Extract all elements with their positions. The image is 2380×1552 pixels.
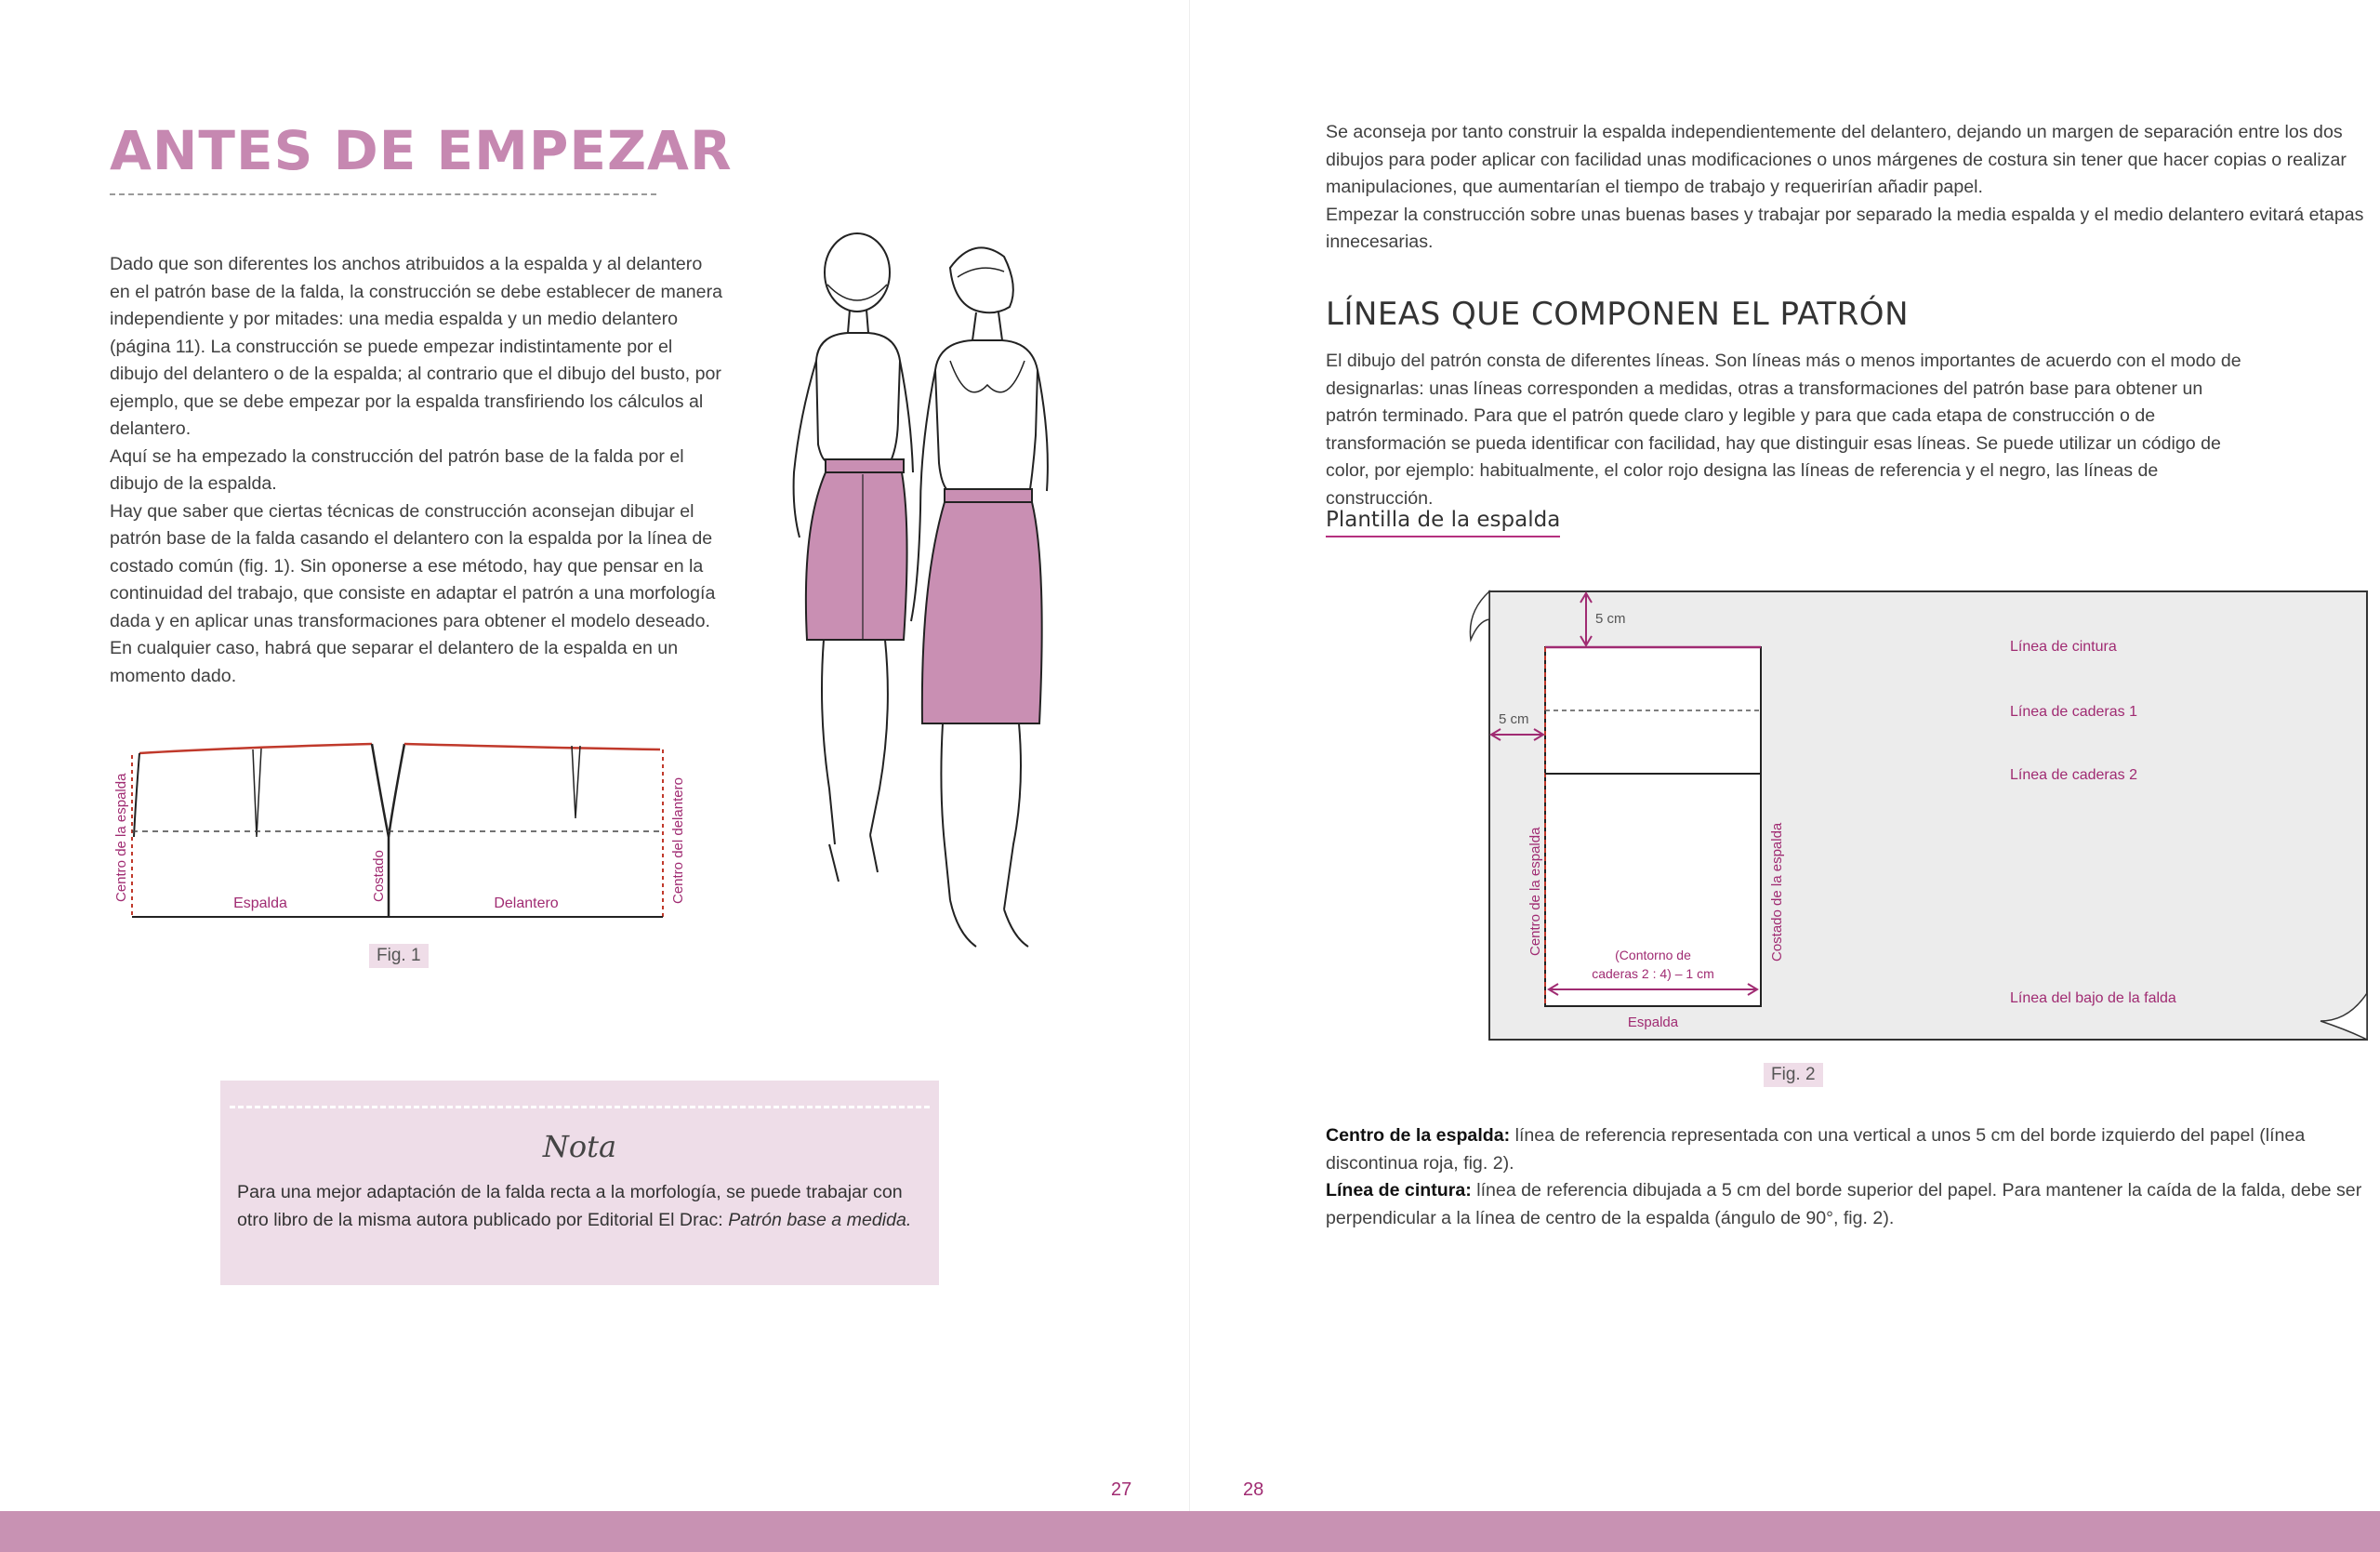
definition-text: línea de referencia dibujada a 5 cm del borde superior del papel. Para mantener la caída de la falda, debe ser perpendicular a la línea de centro de la espalda (ángulo de 90°, fig. 2). <box>1326 1180 2362 1228</box>
right-intro-paragraph: Empezar la construcción sobre unas buenas bases y trabajar por separado la media espalda y el medio delantero evitará etapas innecesarias. <box>1326 204 2364 252</box>
line-definitions <box>1326 1122 2380 1232</box>
label-centro-espalda: Centro de la espalda <box>113 773 129 902</box>
subheading-plantilla: Plantilla de la espalda <box>1326 508 1560 537</box>
footer-band <box>0 1511 2380 1552</box>
page-title: ANTES DE EMPEZAR <box>110 119 733 182</box>
right-page <box>1190 0 2380 1552</box>
definition-term: Centro de la espalda: <box>1326 1125 1511 1146</box>
label-espalda: Espalda <box>233 895 287 911</box>
fig2-back-template-diagram <box>1456 584 2380 1049</box>
title-underline <box>110 193 656 195</box>
label-linea-caderas-2: Línea de caderas 2 <box>2010 767 2137 783</box>
label-delantero: Delantero <box>494 895 559 911</box>
back-dart <box>253 749 261 837</box>
label-linea-bajo: Línea del bajo de la falda <box>2010 990 2176 1006</box>
fig1-pattern-diagram <box>102 735 697 948</box>
label-contorno-2: caderas 2 : 4) – 1 cm <box>1592 966 1714 981</box>
fig2-caption: Fig. 2 <box>1764 1063 1823 1087</box>
intro-text <box>110 251 723 690</box>
note-text <box>237 1178 930 1234</box>
definition-text: línea de referencia representada con una vertical a unos 5 cm del borde izquierdo del papel (línea discontinua roja, fig. 2). <box>1326 1125 2306 1174</box>
label-linea-cintura: Línea de cintura <box>2010 639 2117 655</box>
section-paragraph: El dibujo del patrón consta de diferentes líneas. Son líneas más o menos importantes de acuerdo con el modo de designarlas: unas líneas corresponden a medidas, otras a transformaciones del patrón base para obtener un patrón terminado. Para que el patrón quede claro y legible y para que cada etapa de construcción o de transformación se pueda identificar con facilidad, hay que distinguir esas líneas. Se puede utilizar un código de color, por ejemplo: habitualmente, el color rojo designa las líneas de referencia y el negro, las líneas de construcción. <box>1326 351 2241 509</box>
label-costado-espalda: Costado de la espalda <box>1769 822 1785 962</box>
note-book-title: Patrón base a medida. <box>728 1210 912 1230</box>
definition-centro-espalda <box>1326 1122 2380 1177</box>
back-waist-line <box>139 744 372 753</box>
page-number-left: 27 <box>1111 1479 1132 1500</box>
label-espalda-fig2: Espalda <box>1627 1015 1679 1030</box>
note-dashes <box>230 1106 930 1108</box>
section-text <box>1326 348 2255 512</box>
label-left-5cm: 5 cm <box>1499 711 1529 727</box>
front-dart <box>572 746 580 818</box>
fashion-illustration <box>781 231 1051 951</box>
back-side-curve <box>134 753 139 837</box>
intro-paragraph: Dado que son diferentes los anchos atribuidos a la espalda y al delantero en el patrón base de la falda, la construcción se debe establecer de manera independiente y por mitades: una media espalda y un medio delantero (página 11). La construcción se puede empezar indistintamente por el dibujo del delantero o de la espalda; al contrario que el dibujo del busto, por ejemplo, que se debe empezar por la espalda transfiriendo los cálculos al delantero. <box>110 254 722 439</box>
paper-curl-top-left <box>1470 591 1489 640</box>
front-view-figure <box>911 247 1048 947</box>
right-intro-text <box>1326 119 2380 257</box>
right-intro-paragraph: Se aconseja por tanto construir la espalda independientemente del delantero, dejando un margen de separación entre los dos dibujos para poder aplicar con facilidad unas modificaciones o unos márgenes de costura sin tener que hacer copias o realizar manipulaciones, que aumentarían el tiempo de trabajo y requerirían añadir papel. <box>1326 122 2347 197</box>
label-contorno-1: (Contorno de <box>1615 948 1691 962</box>
intro-paragraph: Aquí se ha empezado la construcción del patrón base de la falda por el dibujo de la espalda. <box>110 445 684 494</box>
page-number-right: 28 <box>1243 1479 1264 1500</box>
label-centro-delantero: Centro del delantero <box>670 777 686 904</box>
back-view-figure <box>794 233 913 882</box>
label-linea-caderas-1: Línea de caderas 1 <box>2010 704 2137 720</box>
label-costado: Costado <box>371 850 387 902</box>
label-top-5cm: 5 cm <box>1595 611 1626 627</box>
note-box <box>220 1081 939 1285</box>
front-side-seam <box>389 744 404 837</box>
section-heading: LÍNEAS QUE COMPONEN EL PATRÓN <box>1326 296 1909 333</box>
intro-paragraph: Hay que saber que ciertas técnicas de construcción aconsejan dibujar el patrón base de la falda casando el delantero con la espalda por la línea de costado común (fig. 1). Sin oponerse a ese método, hay que pensar en la continuidad del trabajo, que consiste en adaptar el patrón a una morfología dada y en aplicar unas transformaciones para obtener el modelo deseado. En cualquier caso, habrá que separar el delantero de la espalda en un momento dado. <box>110 500 716 686</box>
definition-linea-cintura <box>1326 1177 2380 1232</box>
front-waist-line <box>404 744 660 749</box>
fig1-caption: Fig. 1 <box>369 944 429 968</box>
label-centro-espalda-fig2: Centro de la espalda <box>1527 827 1543 956</box>
note-text-plain: Para una mejor adaptación de la falda recta a la morfología, se puede trabajar con otro libro de la misma autora publicado por Editorial El Drac: <box>237 1182 903 1230</box>
note-title: Nota <box>542 1129 617 1164</box>
definition-term: Línea de cintura: <box>1326 1180 1472 1200</box>
